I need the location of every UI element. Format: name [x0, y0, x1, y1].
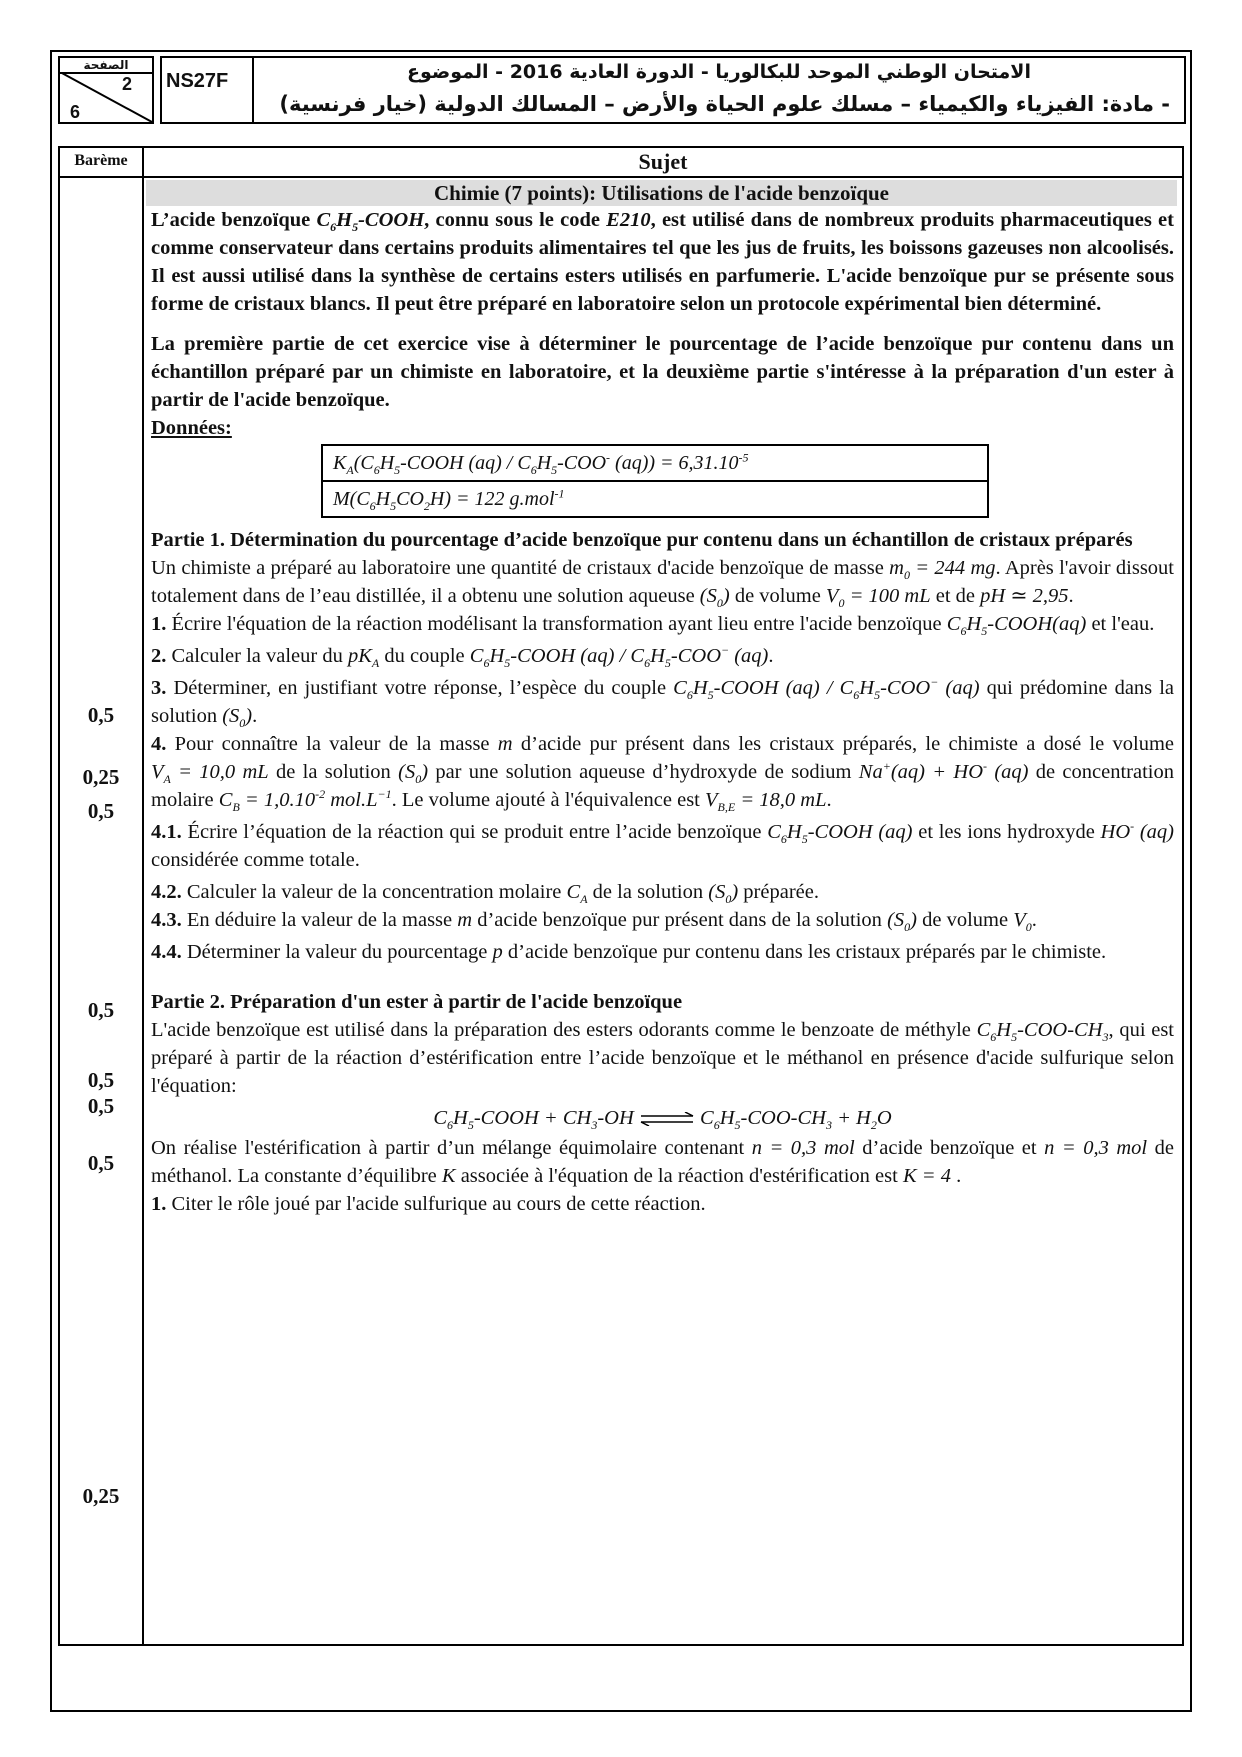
p1-question-1: 1. Écrire l'équation de la réaction modélisant la transformation ayant lieu entre l'acide benzoïque $C_6H_5-COOH(aq)$ et l'eau. [151, 613, 1155, 639]
exam-header [52, 52, 1190, 130]
exam-title-box [254, 56, 1186, 124]
p1-question-4-1: 4.1. Écrire l’équation de la réaction qui se produit entre l’acide benzoïque $C_6H_5$-COOH (aq) et les ions hydroxyde HO- (aq) considérée comme totale. [151, 819, 1174, 871]
score-p1-q4-1: 0,5 [87, 998, 115, 1022]
equilibrium-arrow-icon [639, 1112, 695, 1126]
page-current: 2 [121, 74, 132, 94]
exercise-title: Chimie (7 points): Utilisations de l'acide benzoïque [146, 180, 1177, 206]
part2-statement-1: L'acide benzoïque est utilisé dans la préparation des esters odorants comme le benzoate de méthyle $C_6H_5-COO-CH_3$, qui est préparé à partir de la réaction d’estérification entre l’acide benzoïque et le méthanol en présence d'acide sulfurique selon l'équation: [151, 1019, 1174, 1097]
page-label: الصفحة [60, 58, 152, 74]
intro-paragraph-1: L’acide benzoïque $C_6H_5$-COOH, connu sous le code E210, est utilisé dans de nombreux produits pharmaceutiques et comme conservateur dans certains produits alimentaires tel que les jus de fruits, les boissons gazeuses non alcoolisés. Il est aussi utilisé dans la synthèse de certains esters utilisés en parfumerie. L'acide benzoïque pur se présente sous forme de cristaux blancs. Il peut être préparé en laboratoire selon un protocole expérimental bien déterminé. [151, 209, 1174, 315]
intro-paragraph-2: La première partie de cet exercice vise à déterminer le pourcentage de l’acide benzoïque pur contenu dans un échantillon préparé par un chimiste en laboratoire, et la deuxième partie s'intéresse à la préparation d'un ester à partir de l'acide benzoïque. [151, 333, 1174, 411]
score-p2-q1: 0,25 [82, 1484, 120, 1508]
p1-question-4-4: 4.4. Déterminer la valeur du pourcentage p d’acide benzoïque pur contenu dans les cristaux préparés par le chimiste. [151, 941, 1107, 963]
data-molar-mass: $M(C_6H_5CO_2H) = 122$ g.mol$^{-1}$ [322, 481, 988, 517]
p2-question-1: 1. Citer le rôle joué par l'acide sulfurique au cours de cette réaction. [151, 1193, 706, 1215]
part2-statement-2: On réalise l'estérification à partir d’un mélange équimolaire contenant n = 0,3 mol d’acide benzoïque et n = 0,3 mol de méthanol. La constante d’équilibre K associée à l'équation de la réaction d'estérification est K = 4 . [151, 1137, 1175, 1187]
exam-title-line1: الامتحان الوطني الموحد للبكالوريا - الدورة العادية 2016 - الموضوع [407, 61, 1031, 83]
score-p1-q4-4: 0,5 [87, 1151, 115, 1175]
part1-title: Partie 1. Détermination du pourcentage d’acide benzoïque pur contenu dans un échantillon de cristaux préparés [151, 529, 1133, 551]
page-number-box [58, 56, 154, 124]
table-header-row [60, 148, 1182, 178]
column-header-sujet: Sujet [638, 149, 688, 174]
score-p1-q4-2: 0,5 [87, 1068, 115, 1092]
exam-code: NS27F [160, 56, 254, 124]
p1-question-4-3: 4.3. En déduire la valeur de la masse m d’acide benzoïque pur présent dans de la solution $(S_0)$ de volume $V_0$. [151, 909, 1037, 935]
p1-question-4: 4. Pour connaître la valeur de la masse m d’acide pur présent dans les cristaux préparés, le chimiste a dosé le volume $V_A = 10,0$ mL de la solution $(S_0)$ par une solution aqueuse d’hydroxyde de sodium Na+(aq) + HO- (aq) de concentration molaire $C_B = 1,0.10^{-2}$ $mol.L^{-1}$. Le volume ajouté à l'équivalence est $V_{B,E} = 18,0$ mL. [151, 733, 1174, 815]
donnees-label: Données: [151, 417, 232, 439]
subject-content [151, 180, 1174, 1218]
part2-title: Partie 2. Préparation d'un ester à partir de l'acide benzoïque [151, 991, 683, 1013]
subject-table [58, 146, 1184, 1646]
data-ka: $K_A(C_6H_5$-COOH $(aq) / C_6H_5-COO^-$ $(aq)) = 6,31.10^{-5}$ [322, 445, 988, 481]
score-p1-q3: 0,5 [87, 799, 115, 823]
p1-question-4-2: 4.2. Calculer la valeur de la concentration molaire $C_A$ de la solution $(S_0)$ préparée. [151, 881, 819, 907]
column-divider [142, 148, 144, 1644]
p1-question-3: 3. Déterminer, en justifiant votre réponse, l’espèce du couple $C_6H_5$-COOH $(aq) / C_6H_5-COO^-$ (aq) qui prédomine dans la solution $(S_0)$. [151, 675, 1175, 731]
p1-question-2: 2. Calculer la valeur du $pK_A$ du couple $C_6H_5$-COOH $(aq) / C_6H_5-COO^-$ (aq). [151, 643, 774, 671]
score-p1-q2: 0,25 [82, 765, 120, 789]
page-total: 6 [70, 102, 81, 122]
data-table [321, 444, 989, 518]
exam-title-line2: - مادة: الفيزياء والكيمياء – مسلك علوم الحياة والأرض – المسالك الدولية (خيار فرنسية) [279, 92, 1170, 116]
page-frame [50, 50, 1192, 1712]
esterification-equation: $C_6H_5$-COOH + $CH_3-OH$ $C_6H_5-COO-CH_3 + H_2O$ [433, 1107, 892, 1133]
part1-statement: Un chimiste a préparé au laboratoire une quantité de cristaux d'acide benzoïque de masse $m_0 = 244$ mg. Après l'avoir dissout totalement dans de l’eau distillée, il a obtenu une solution aqueuse $(S_0)$ de volume $V_0 = 100$ mL et de pH ≃ 2,95. [151, 557, 1174, 611]
column-header-bareme: Barème [74, 152, 128, 169]
score-p1-q1: 0,5 [87, 703, 115, 727]
score-p1-q4-3: 0,5 [87, 1094, 115, 1118]
